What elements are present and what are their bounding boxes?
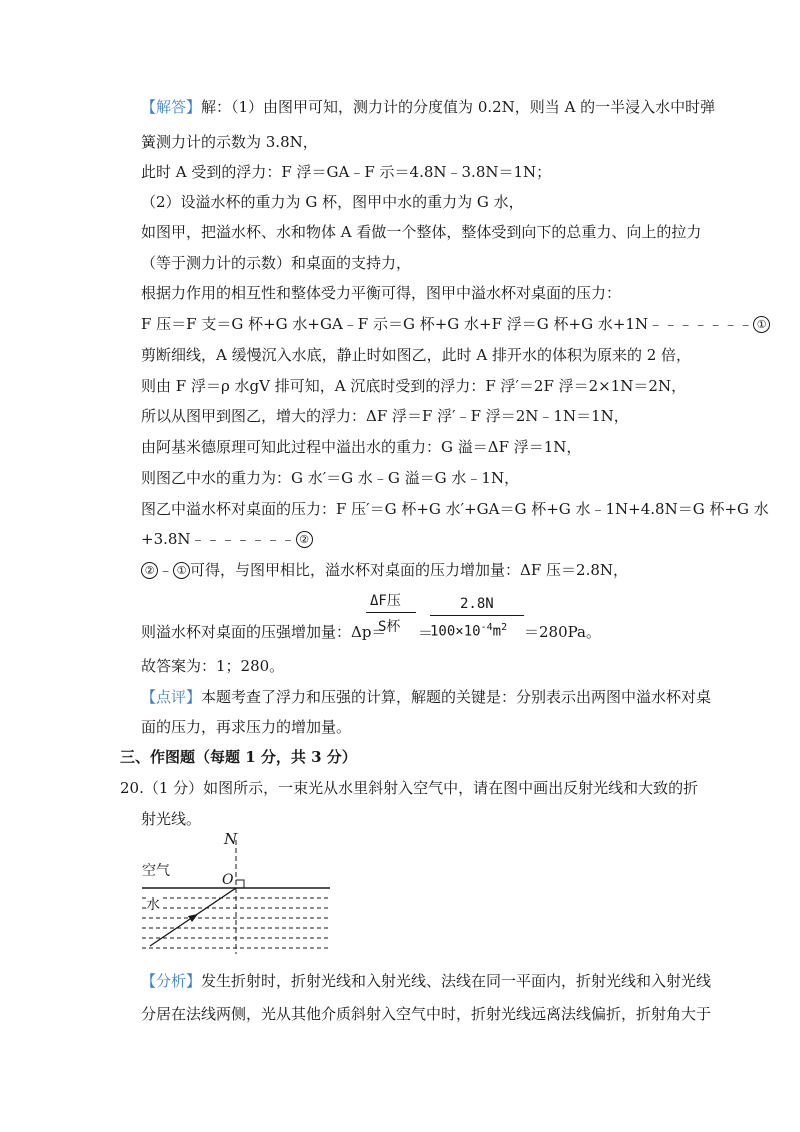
answer-line-14: 图乙中溢水杯对桌面的压力：F 压′＝G 杯+G 水′+GA＝G 杯+G 水﹣1N+4.8N＝G 杯+G 水 bbox=[141, 500, 769, 518]
fenxi-tag: 【分析】 bbox=[141, 972, 202, 990]
fraction-bar bbox=[430, 615, 524, 616]
question-20-line-2: 射光线。 bbox=[141, 810, 202, 828]
section-title: 三、作图题（每题 1 分，共 3 分） bbox=[120, 748, 357, 766]
answer-line-11: 所以从图甲到图乙，增大的浮力：ΔF 浮＝F 浮′﹣F 浮＝2N﹣1N＝1N， bbox=[141, 407, 629, 425]
analysis-line-1 bbox=[141, 971, 711, 991]
fraction-numerator: 2.8N bbox=[460, 596, 494, 612]
analysis-text: 发生折射时，折射光线和入射光线、法线在同一平面内，折射光线和入射光线 bbox=[201, 972, 712, 990]
point-o-label: O bbox=[222, 872, 234, 888]
answer-line-4: （2）设溢水杯的重力为 G 杯，图甲中水的重力为 G 水， bbox=[141, 193, 524, 211]
incident-ray-arrow bbox=[188, 914, 198, 922]
answer-line-7: 根据力作用的相互性和整体受力平衡可得，图甲中溢水杯对桌面的压力： bbox=[141, 284, 622, 302]
fraction-bar bbox=[366, 612, 416, 613]
answer-line-1 bbox=[141, 97, 715, 117]
denominator-base: 100×10 bbox=[430, 623, 481, 640]
refraction-figure bbox=[140, 832, 340, 966]
equals-sign: ＝ bbox=[418, 624, 434, 642]
answer-line-16 bbox=[141, 560, 628, 580]
answer-line-15 bbox=[141, 529, 313, 549]
circled-one-ref: ① bbox=[173, 562, 190, 579]
jieda-tag: 【解答】 bbox=[141, 98, 202, 116]
denominator-exponent: -4 bbox=[480, 622, 493, 633]
comment-line-1 bbox=[141, 687, 711, 707]
pressure-increase-text: 可得，与图甲相比，溢水杯对桌面的压力增加量：ΔF 压＝2.8N， bbox=[190, 561, 629, 579]
answer-line-3: 此时 A 受到的浮力：F 浮＝GA﹣F 示＝4.8N﹣3.8N＝1N； bbox=[141, 163, 552, 181]
refraction-diagram bbox=[140, 832, 340, 962]
circled-two: ② bbox=[296, 531, 313, 548]
question-text: （1 分）如图所示，一束光从水里斜射入空气中，请在图中画出反射光线和大致的折 bbox=[143, 779, 699, 797]
answer-line-10: 则由 F 浮＝ρ 水gV 排可知，A 沉底时受到的浮力：F 浮′＝2F 浮＝2×1N＝2N， bbox=[141, 377, 687, 395]
denominator-unit: m bbox=[492, 623, 502, 640]
answer-line-13: 则图乙中水的重力为：G 水′＝G 水﹣G 溢＝G 水﹣1N， bbox=[141, 469, 520, 487]
question-number: 20. bbox=[120, 779, 144, 797]
minus-sign: ﹣ bbox=[158, 561, 174, 579]
answer-line-17: 则溢水杯对桌面的压强增加量：Δp＝ bbox=[141, 623, 387, 641]
denominator-unit-exponent: 2 bbox=[501, 622, 508, 633]
circled-two-ref: ② bbox=[141, 562, 158, 579]
circled-one: ① bbox=[753, 316, 770, 333]
right-angle-mark bbox=[236, 880, 244, 888]
formula-1: F 压＝F 支＝G 杯+G 水+GA﹣F 示＝G 杯+G 水+F 浮＝G 杯+G 水+1N﹣﹣﹣﹣﹣﹣﹣ bbox=[141, 315, 754, 333]
water-label: 水 bbox=[146, 894, 160, 914]
air-label: 空气 bbox=[142, 863, 170, 879]
fraction-numerator: ΔF压 bbox=[370, 593, 401, 609]
answer-line-6: （等于测力计的示数）和桌面的支持力， bbox=[141, 254, 412, 272]
comment-text: 本题考查了浮力和压强的计算，解题的关键是：分别表示出两图中溢水杯对桌 bbox=[201, 688, 712, 706]
answer-line-12: 由阿基米德原理可知此过程中溢出水的重力：G 溢＝ΔF 浮＝1N， bbox=[141, 438, 582, 456]
analysis-line-2: 分居在法线两侧，光从其他介质斜射入空气中时，折射光线远离法线偏折，折射角大于 bbox=[141, 1005, 712, 1023]
answer-summary: 故答案为：1；280。 bbox=[141, 657, 285, 675]
question-20-line-1 bbox=[120, 778, 698, 798]
pressure-result: ＝280Pa。 bbox=[524, 623, 601, 641]
fraction-denominator bbox=[430, 622, 507, 640]
answer-text: 解：（1）由图甲可知，测力计的分度值为 0.2N，则当 A 的一半浸入水中时弹 bbox=[201, 98, 716, 116]
answer-line-5: 如图甲，把溢水杯、水和物体 A 看做一个整体，整体受到向下的总重力、向上的拉力 bbox=[141, 223, 702, 241]
dianping-tag: 【点评】 bbox=[141, 688, 202, 706]
fraction-denominator: S杯 bbox=[378, 619, 401, 635]
formula-2: +3.8N﹣﹣﹣﹣﹣﹣﹣ bbox=[141, 530, 296, 548]
comment-line-2: 面的压力，再求压力的增加量。 bbox=[141, 718, 352, 736]
answer-line-2: 簧测力计的示数为 3.8N， bbox=[141, 133, 318, 151]
normal-label: N bbox=[224, 830, 238, 848]
answer-line-8 bbox=[141, 314, 770, 334]
answer-line-9: 剪断细线，A 缓慢沉入水底，静止时如图乙，此时 A 排开水的体积为原来的 2 倍， bbox=[141, 346, 692, 364]
